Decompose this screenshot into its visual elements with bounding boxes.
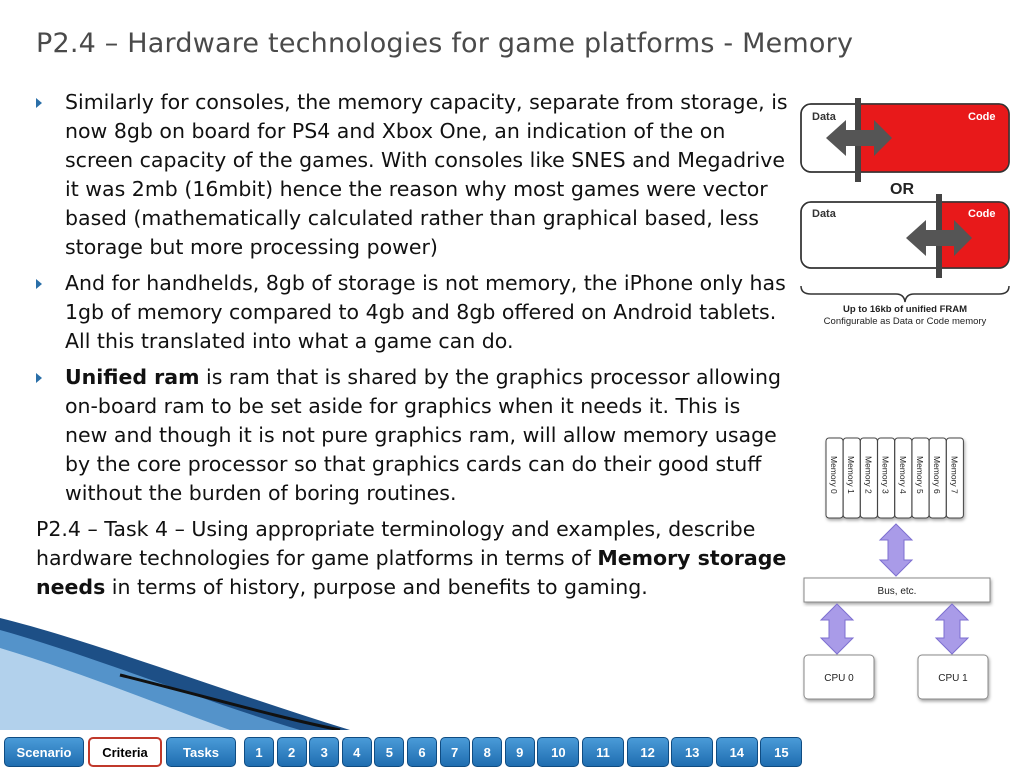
bullet-text: Similarly for consoles, the memory capacity, separate from storage, is now 8gb on board for PS4 and Xbox One, an indication of the on screen capacity of the games. With consoles like SNES and Megadrive it was 2mb (16mbit) hence the reason why most games were vector based (mathematically calculated rather than graphical based, less storage but more processing power)	[65, 90, 788, 259]
task-label: P2.4 – Task 4 –	[36, 517, 185, 541]
memory-modules	[826, 438, 963, 518]
fram-caption: Configurable as Data or Code memory	[823, 316, 987, 327]
bullet-handhelds	[36, 269, 788, 356]
bullet-unified-ram	[36, 363, 788, 508]
nav-page-15-button[interactable]: 15	[760, 737, 802, 767]
bullet-arrow-icon	[36, 98, 42, 108]
task-text-end: in terms of history, purpose and benefits to gaming.	[105, 575, 648, 599]
memory-module-label: Memory 3	[880, 456, 891, 494]
bus-label: Bus, etc.	[877, 586, 917, 597]
memory-module-label: Memory 4	[897, 456, 908, 494]
cpu1-label: CPU 1	[938, 673, 968, 684]
cpu1-link-arrow	[936, 604, 968, 654]
nav-page-9-button[interactable]: 9	[505, 737, 535, 767]
data-label-bottom: Data	[812, 208, 836, 220]
decorative-swoosh	[0, 600, 360, 730]
bus-link-arrow	[880, 524, 912, 576]
nav-page-14-button[interactable]: 14	[716, 737, 758, 767]
code-label-bottom: Code	[968, 208, 996, 220]
nav-page-12-button[interactable]: 12	[627, 737, 669, 767]
bullet-text: is ram that is shared by the graphics processor allowing on-board ram to be set aside for graphics when it needs it. This is new and though it is not pure graphics ram, will allow memory usage by the core processor so that graphics cards can do their good stuff without the burden of boring routines.	[65, 365, 781, 505]
nav-tasks-button[interactable]: Tasks	[166, 737, 236, 767]
code-label-top: Code	[968, 111, 996, 123]
slide-title: P2.4 – Hardware technologies for game platforms - Memory	[36, 28, 854, 59]
fram-diagram	[796, 90, 1016, 340]
memory-module-label: Memory 2	[863, 456, 874, 494]
task-instruction	[36, 515, 788, 602]
nav-page-3-button[interactable]: 3	[309, 737, 339, 767]
nav-page-1-button[interactable]: 1	[244, 737, 274, 767]
nav-page-8-button[interactable]: 8	[472, 737, 502, 767]
bullet-arrow-icon	[36, 279, 42, 289]
memory-module-label: Memory 6	[932, 456, 943, 494]
nav-page-2-button[interactable]: 2	[277, 737, 307, 767]
unified-memory-diagram	[800, 432, 996, 707]
task-text: Using appropriate terminology and examples, describe hardware technologies for game platforms in terms of	[36, 517, 756, 570]
task-keyword: Memory storage needs	[36, 546, 787, 599]
memory-module-label: Memory 0	[829, 456, 839, 494]
nav-scenario-button[interactable]: Scenario	[4, 737, 84, 767]
bullet-arrow-icon	[36, 373, 42, 383]
nav-page-13-button[interactable]: 13	[671, 737, 713, 767]
nav-page-11-button[interactable]: 11	[582, 737, 624, 767]
slide-body	[36, 88, 788, 602]
memory-module-label: Memory 5	[915, 456, 925, 494]
memory-module-label: Memory 7	[949, 456, 960, 494]
cpu0-link-arrow	[821, 604, 853, 654]
fram-caption-bold: Up to 16kb of unified FRAM	[842, 304, 968, 315]
nav-page-7-button[interactable]: 7	[440, 737, 470, 767]
bullet-text: And for handhelds, 8gb of storage is not memory, the iPhone only has 1gb of memory compared to 4gb and 8gb offered on Android tablets. All this translated into what a game can do.	[65, 271, 786, 353]
bullet-consoles	[36, 88, 788, 262]
term-unified-ram: Unified ram	[65, 365, 200, 389]
nav-page-6-button[interactable]: 6	[407, 737, 437, 767]
nav-page-4-button[interactable]: 4	[342, 737, 372, 767]
nav-criteria-button[interactable]: Criteria	[88, 737, 162, 767]
nav-page-5-button[interactable]: 5	[374, 737, 404, 767]
cpu0-label: CPU 0	[824, 673, 854, 684]
or-label: OR	[890, 181, 914, 198]
nav-page-10-button[interactable]: 10	[537, 737, 579, 767]
memory-module-label: Memory 1	[846, 456, 857, 494]
data-label-top: Data	[812, 111, 836, 123]
